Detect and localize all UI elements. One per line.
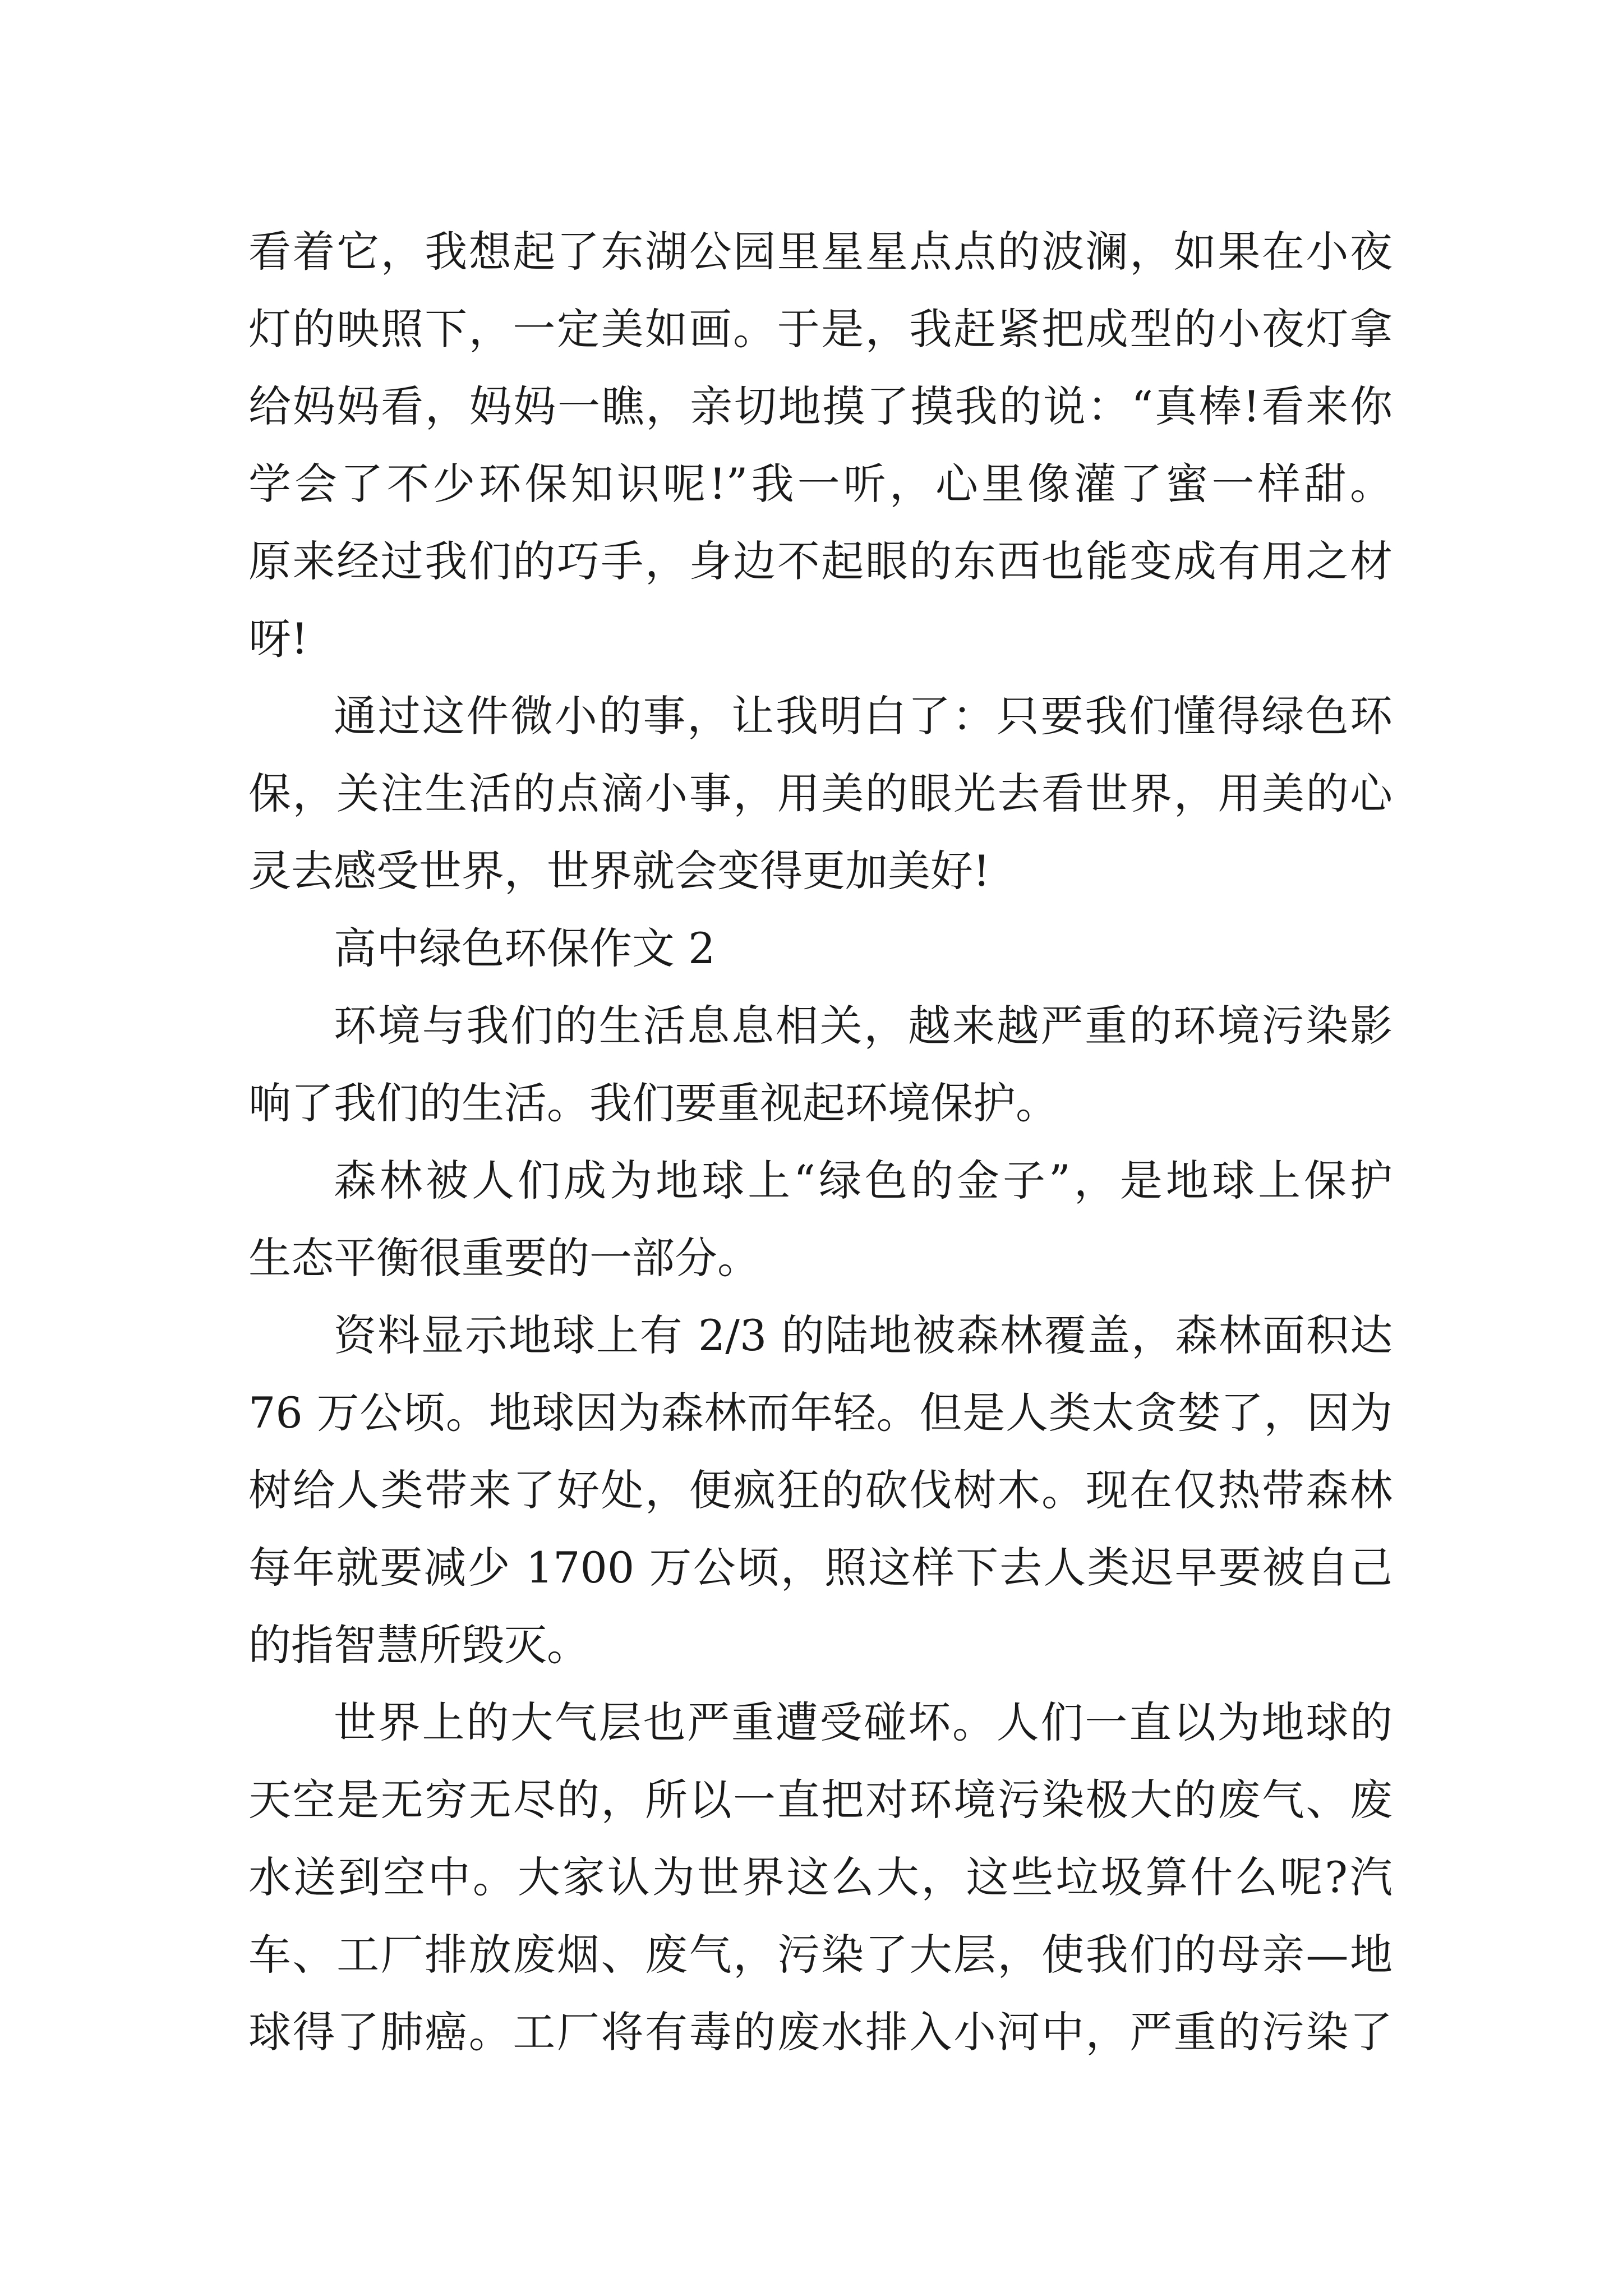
text-line: 树给人类带来了好处，便疯狂的砍伐树木。现在仅热带森林: [248, 1465, 1393, 1515]
text-line: 灵去感受世界，世界就会变得更加美好!: [248, 846, 990, 896]
text-line: 的指智慧所毁灭。: [248, 1620, 589, 1670]
paragraph-first-line: 环境与我们的生活息息相关，越来越严重的环境污染影: [334, 1001, 1393, 1051]
paragraph-first-line: 森林被人们成为地球上“绿色的金子”，是地球上保护: [334, 1156, 1393, 1205]
text-line: 灯的映照下，一定美如画。于是，我赶紧把成型的小夜灯拿: [248, 304, 1393, 354]
text-line: 看着它，我想起了东湖公园里星星点点的波澜，如果在小夜: [248, 227, 1393, 277]
text-line: 车、工厂排放废烟、废气，污染了大层，使我们的母亲—地: [248, 1930, 1393, 1980]
text-line: 天空是无穷无尽的，所以一直把对环境污染极大的废气、废: [248, 1775, 1393, 1825]
text-line: 76 万公顷。地球因为森林而年轻。但是人类太贪婪了，因为: [248, 1388, 1393, 1438]
text-line: 响了我们的生活。我们要重视起环境保护。: [248, 1078, 1058, 1128]
text-line: 生态平衡很重要的一部分。: [248, 1233, 760, 1283]
text-line: 原来经过我们的巧手，身边不起眼的东西也能变成有用之材: [248, 536, 1393, 586]
text-line: 保，关注生活的点滴小事，用美的眼光去看世界，用美的心: [248, 769, 1393, 818]
section-heading: 高中绿色环保作文 2: [334, 923, 716, 973]
paragraph-first-line: 通过这件微小的事，让我明白了：只要我们懂得绿色环: [334, 691, 1393, 741]
paragraph-first-line: 资料显示地球上有 2/3 的陆地被森林覆盖，森林面积达: [334, 1310, 1393, 1360]
paragraph-first-line: 世界上的大气层也严重遭受碰坏。人们一直以为地球的: [334, 1697, 1393, 1747]
text-line: 水送到空中。大家认为世界这么大，这些垃圾算什么呢?汽: [248, 1852, 1393, 1902]
text-line: 呀!: [248, 614, 308, 664]
text-line: 给妈妈看，妈妈一瞧，亲切地摸了摸我的说：“真棒!看来你: [248, 381, 1393, 431]
document-body: [248, 213, 1393, 2071]
text-line: 每年就要减少 1700 万公顷，照这样下去人类迟早要被自己: [248, 1543, 1393, 1593]
text-line: 球得了肺癌。工厂将有毒的废水排入小河中，严重的污染了: [248, 2007, 1393, 2057]
text-line: 学会了不少环保知识呢!”我一听，心里像灌了蜜一样甜。: [248, 459, 1393, 509]
